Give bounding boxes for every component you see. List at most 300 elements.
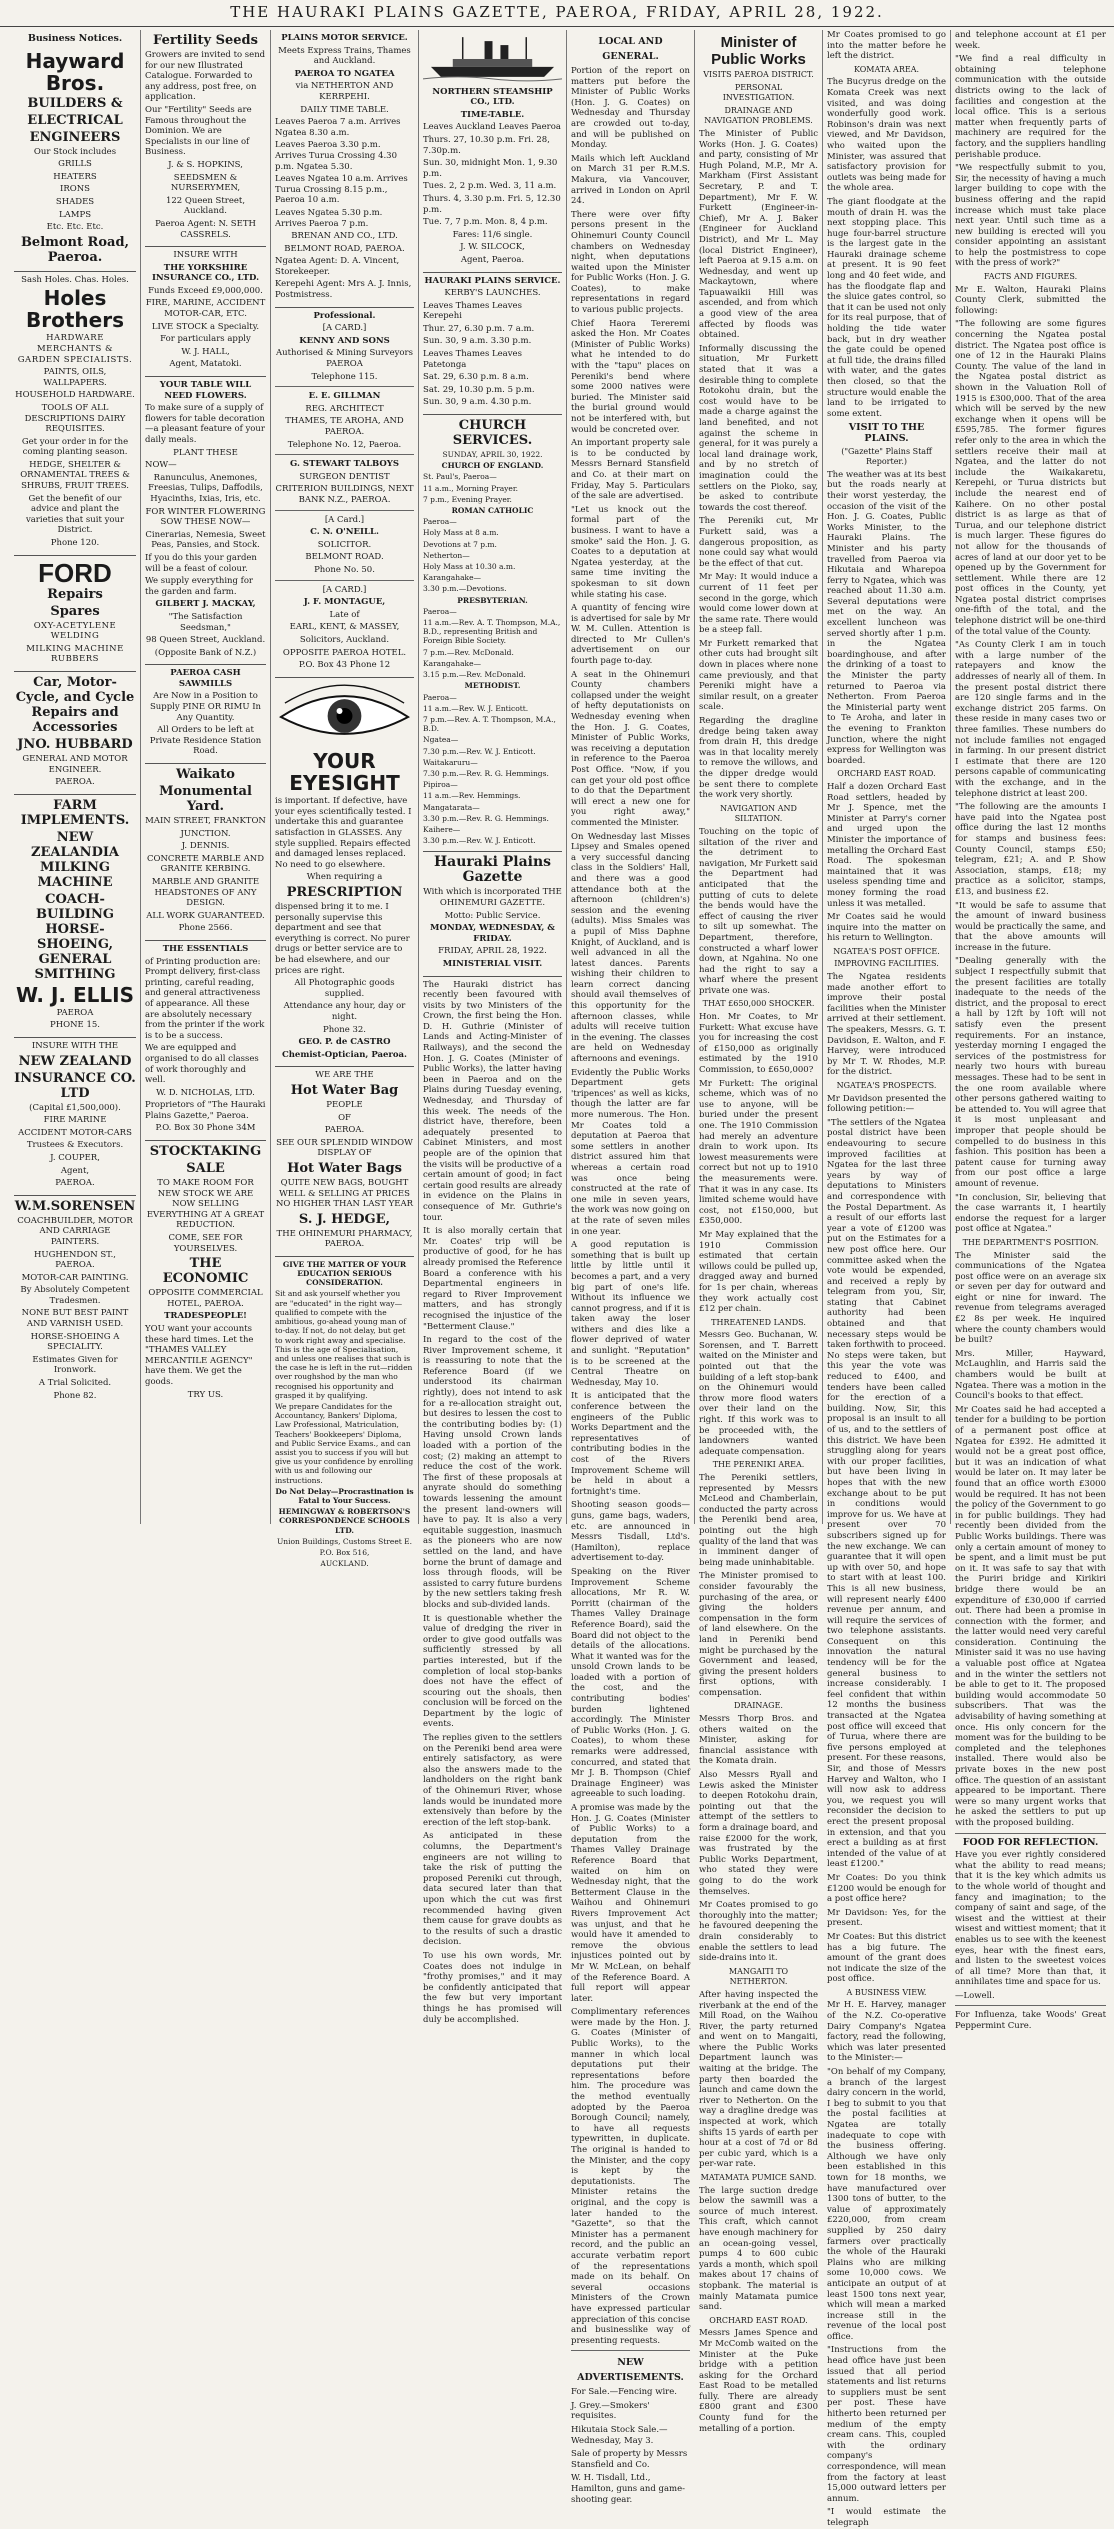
church-line: SUNDAY, APRIL 30, 1922. (442, 450, 543, 460)
church-line: 7.30 p.m.—Rev. R. G. Hemmings. (423, 768, 549, 778)
ad-title: GIVE THE MATTER OF YOUR EDUCATION SERIOUS CONSIDERATION. (282, 1259, 407, 1288)
ad-line: of Printing production are: Prompt delivery, first-class printing, careful reading, and general attractiveness of appearance. All these are absolutely necessary from the printer if the work is to be a success. (145, 956, 265, 1041)
article-para: Regarding the dragline dredge being taken away from drain H, this dredge was in that locality merely to remove the willows, and the dipper dredge would be sent there to complete the work very shortly. (699, 716, 818, 801)
news-para: Complimentary references were made by the Hon. J. G. Coates (Minister of Public Works), to the manner in which local deputations put their representations before him. The procedure was the method eventually adopted by the Paeroa Borough Council; namely, to have all requests typewritten, in duplicate. The original is handed to the Minister, and the copy is kept by the deputationists. The Minister retains the original, and the copy is later handed to the "Gazette", so that the Minister has a permanent record, and the public an accurate verbatim report of the representations made on its behalf. On several occasions Ministers of the Crown have expressed particular appreciation of this concise and businesslike way of presenting requests. (571, 2007, 690, 2346)
church-line: Paeroa— (423, 517, 457, 527)
article-headline: FOOD FOR REFLECTION. (962, 1836, 1099, 1848)
church-line: METHODIST. (464, 681, 521, 691)
ad-line: KENNY AND SONS (299, 335, 390, 346)
ad-line: Tues. 2, 2 p.m. Wed. 3, 11 a.m. (423, 181, 557, 192)
ad-line: Authorised & Mining Surveyors PAEROA (276, 348, 413, 370)
article-headline: VISIT TO THE PLAINS. (848, 422, 925, 444)
article-para: Also Messrs Ryall and Lewis asked the Minister to deepen Rotokohu drain, pointing out that the attempt of the settlers to form a drainage board, and raise £2000 for the work, was frustrated by the Public Works Department, who stated they were going to do the work themselves. (699, 1770, 818, 1897)
editorial-para: The replies given to the settlers on the Pereniki bend area were entirely satisfactory, as were also the answers made to the landholders on the right bank of the Ohinemuri River, whose lands would be inundated more extensively than before by the erection of the left stop-bank. (423, 1733, 562, 1828)
article-subhead: IMPROVING FACILITIES. (834, 959, 939, 969)
news-para: A good reputation is something that is built up little by little until it becomes a part, and a very big part of one's life. Without its influence we cannot progress, and if it is taken away the loser withers and dies like a flower deprived of water and sunlight. "Reputation" is to be screened at the Central Theatre on Wednesday, May 10. (571, 1240, 690, 1388)
ad-title: Fertility Seeds (153, 33, 258, 48)
article-subhead: NAVIGATION AND SILTATION. (720, 803, 797, 824)
ad-title: Holes Brothers (26, 286, 124, 333)
article-para: "The settlers of the Ngatea postal district have been endeavouring to secure improved facilities at Ngatea for the last three years by way of deputations to Ministers and correspondence with the Postal Department. As a result of our efforts last year a vote of £1200 was put on the Estimates for a new post office here. Our committee asked when the vote would be expended, and received a reply by telegram from you, Sir, stating that Cabinet authority had been obtained and that necessary steps would be taken forthwith to proceed. No steps were taken, but this year the vote was reduced to £400, and tenders have been called for the erection of a building. Now, Sir, this proposal is an insult to all of us, and to the settlers of this district. We have been struggling along for years with our proper facilities, but have been living in hopes that with the new exchange about to be put in conditions would improve for us. We have at present over 70 subscribers signed up for the new exchange. We can guarantee that it will open up with over 50, and hope to start with at least 100. This is all new business, will represent nearly £400 revenue per annum, and will require the services of two telephone assistants. Consequent on this innovation the natural tendency will be for the general business to increase considerably. I feel confident that within 12 months the business transacted at the Ngatea post office will exceed that of Turua, where there are five persons employed at present. For these reasons, Sir, and those of Messrs Harvey and Walton, who I will now ask to address you, we request you will reconsider the decision to erect the present proposal in extension, and that you erect a building as at first intended of the value of at least £1200." (827, 1117, 946, 1870)
ad-title: FARM IMPLEMENTS. (20, 797, 130, 828)
ad-line: GENERAL AND MOTOR ENGINEER. (22, 754, 128, 775)
ad-line: W. D. NICHOLAS, LTD. (156, 1087, 255, 1098)
ad-line: Hot Water Bags (287, 1160, 402, 1176)
ad-line: Phone 82. (53, 1390, 97, 1401)
ad-line: Sash Holes. Chas. Holes. (21, 274, 129, 285)
church-line: Devotions at 7 p.m. (423, 539, 497, 549)
ad-line: SOLICITOR. (317, 539, 372, 550)
news-para: Mails which left Auckland on March 31 per R.M.S. Makura, via Vancouver, arrived in London on April 24. (571, 153, 690, 207)
ad-line: LIVE STOCK a Specialty. (151, 321, 260, 332)
news-para: An important property sale is to be conducted by Messrs Bernard Stansfield and Co. at their mart on Friday, May 5. Particulars of the sale are advertised. (571, 438, 690, 502)
ad-title: Hot Water Bag (290, 1082, 399, 1098)
column-3 (270, 30, 418, 1569)
ad-hayward (14, 47, 136, 272)
ad-line: Thurs. 27, 10.30 p.m. Fri. 28, 7.30p.m. (423, 134, 550, 156)
ad-line: GEO. P. de CASTRO (298, 1037, 391, 1048)
article-para: The Pereniki settlers, represented by Messrs McLeod and Chamberlain, conducted the party across the Pereniki bend area, pointing out the high quality of the land that was in imminent danger of being made uninhabitable. (699, 1473, 818, 1568)
ad-title: Car, Motor-Cycle, and Cycle Repairs and Accessories (15, 675, 135, 735)
ad-line: PAEROA. (55, 1178, 95, 1189)
ad-line: FOR WINTER FLOWERING SOW THESE NOW— (145, 506, 266, 528)
article-subhead: PERSONAL INVESTIGATION. (722, 82, 795, 103)
gazette-title: Hauraki Plains Gazette (433, 854, 552, 886)
section-heading: NEW ADVERTISEMENTS. (577, 2357, 684, 2384)
ad-line: Spares (50, 603, 100, 619)
advert-item: W. H. Tisdall, Ltd., Hamilton, guns and game-shooting gear. (571, 2473, 685, 2505)
ad-line: TOOLS OF ALL DESCRIPTIONS DAIRY REQUISITES. (24, 402, 126, 435)
ad-line: J. W. SILCOCK, (460, 242, 525, 253)
ad-sorensen (14, 1196, 136, 1408)
ad-line: CRITERION BUILDINGS, NEXT BANK N.Z., PAEROA. (275, 484, 414, 505)
article-para: The weather was at its best but the roads nearly at their worst yesterday, the occasion of the visit of the Hon. J. G. Coates, Public Works Minister, to the Hauraki Plains. The Minister and his party travelled from Paeroa via Hikutaia and Wharepoa ferry to Ngatea, which was reached about 11.30 a.m. Several deputations were met on the way. An excellent luncheon was served shortly after 1 p.m. in the Ngatea boardinghouse, and after the drinking of a toast to the Minister the party returned to Paeroa via Netherton. From Paeroa the Ministerial party went to Te Aroha, and later in the evening to Frankton Junction, where the night express for Wellington was boarded. (827, 469, 946, 766)
ad-line: Monumental Yard. (159, 784, 252, 815)
ad-line: NONE BUT BEST PAINT AND VARNISH USED. (21, 1308, 129, 1330)
ad-title: STOCKTAKING (149, 1144, 262, 1160)
article-para: Mr Coates promised to go thoroughly into the matter; he favoured deepening the drain considerably to enable the settlers to lead side-drains into it. (699, 1900, 818, 1964)
article-subhead: MATAMATA PUMICE SAND. (700, 2173, 817, 2182)
editorial-heading: MINISTERIAL VISIT. (442, 958, 543, 969)
closing-advert: For Influenza, take Woods' Great Peppermint Cure. (955, 2010, 1106, 2032)
ad-line: MILKING MACHINE RUBBERS (26, 643, 124, 665)
ad-line: PEOPLE (326, 1099, 363, 1110)
news-para: There were over fifty persons present in the Ohinemuri County Council chambers on Wednesday night, when deputations waited upon the Minister for Public Works (Hon. J. G. Coates), to make representations in regard to various public projects. (571, 209, 690, 316)
ad-line: REG. ARCHITECT (305, 403, 384, 414)
ad-line: To make sure of a supply of flowers for table decoration—a pleasant feature of your daily meals. (145, 403, 265, 445)
ad-line: IRONS (60, 184, 90, 195)
news-para: Speaking on the River Improvement Scheme allocations, Mr R. W. Porritt (chairman of the Thames Valley Drainage Reference Board), said the Board did not object to the details of the allocations. What it wanted was for the unsold Crown lands to be loaded with a portion of the cost, and the contributing bodies' burden lightened accordingly. The Minister of Public Works (Hon. J. G. Coates), to whom these remarks were addressed, concurred, and stated that Mr J. B. Thompson (Chief Drainage Engineer) was agreeable to such loading. (571, 1566, 690, 1800)
ad-line: Telephone 115. (311, 371, 378, 382)
church-line: 3.30 p.m.—Rev. W. J. Enticott. (423, 836, 536, 846)
ad-nz-insurance (14, 1038, 136, 1196)
church-line: 3.30 p.m.—Devotions. (423, 584, 507, 594)
column-5 (566, 30, 694, 2505)
ad-line: E. E. GILLMAN (308, 391, 381, 402)
ad-line: We supply everything for the garden and farm. (145, 576, 253, 597)
article-subhead: DRAINAGE. (734, 1701, 783, 1711)
advert-item: J. Grey.—Smokers' requisites. (571, 2400, 650, 2422)
article-subhead: KOMATA AREA. (853, 64, 920, 74)
church-line: St. Paul's, Paeroa— (423, 472, 497, 482)
eye-illustration (275, 681, 414, 747)
church-line: 3.15 p.m.—Rev. McDonald. (423, 670, 526, 680)
article-para: "Instructions from the head office have just been issued that all period statements and list returns to suppliers must be sent per post. These have hitherto been returned per medium of the empty cream cans. This, coupled with the ordinary company's correspondence, will mean from the factory at least 15,000 outward letters per annum. (827, 2345, 946, 2504)
church-line: 11 a.m.—Rev. A. T. Thompson, M.A., B.D., representing British and Foreign Bible Society. (423, 618, 561, 646)
ad-yorkshire (145, 247, 266, 377)
ad-line: dispensed bring it to me. I personally supervise this department and see that everything is correct. No purer drugs or better service are to be had elsewhere, and our prices are right. (275, 902, 410, 976)
ad-line: Phone 2566. (178, 923, 233, 934)
article-para: "We respectfully submit to you, Sir, the necessity of having a much larger building to cope with the business offering and the rapid increase which must take place next year. Until such time as a new building is erected will you consider appointing an assistant to help the postmistress to cope with the press of work?" (955, 163, 1106, 269)
church-line: 7.30 p.m.—Rev. W. J. Enticott. (423, 746, 536, 756)
ad-line: Attendance any hour, day or night. (283, 1001, 406, 1022)
article-para: The large suction dredge below the sawmill was a source of much interest. This craft, which cannot have enough machinery for an ocean-going vessel, pumps 4 to 600 cubic yards a month, which spoil makes about 17 chains of stopbank. The material is mainly Matamata pumice sand. (699, 2185, 818, 2313)
ad-line: YOU want your accounts these hard times. Let the "THAMES VALLEY MERCANTILE AGENCY" have them. We get the goods. (145, 1324, 254, 1387)
ad-line: We are equipped and organised to do all classes of work thoroughly and well. (145, 1043, 259, 1086)
ad-line: 122 Queen Street, Auckland. (165, 195, 246, 217)
church-line: Netherton— (423, 550, 470, 560)
ad-line: Agent, Paeroa. (460, 254, 525, 265)
ad-steamship (423, 30, 562, 273)
ad-title: NEW ZEALAND (18, 1053, 132, 1069)
column-4 (418, 30, 566, 2025)
ad-line: W. J. HALL, (181, 346, 230, 357)
ad-waikato (145, 764, 266, 941)
article-para: "In conclusion, Sir, believing that the case warrants it, I heartily endorse the request for a larger post office at Ngatea." (955, 1192, 1106, 1235)
ad-title: Hayward Bros. (25, 48, 125, 95)
ad-line: EARL, KENT, & MASSEY, (289, 622, 400, 633)
ad-line: SURGEON DENTIST (299, 471, 390, 482)
ad-line: (Capital £1,500,000). (29, 1102, 121, 1113)
news-para: On Wednesday last Misses Lipsey and Smales opened a very successful dancing class in the Soldiers' Hall, and there was a good attendance both at the afternoon (children's) session and the evening (adults). Miss Smales was a pupil of Miss Daphne Knight, of Auckland, and is well advanced in all the latest dances. Parents wishing their children to learn correct dancing should avail themselves of this opportunity for the afternoon classes, while adults will receive tuition in the evening. The classes are held on Wednesday afternoons and evenings. (571, 831, 690, 1065)
ad-line: J. & S. HOPKINS, (168, 159, 243, 170)
church-line: Kaihere— (423, 824, 461, 834)
ad-line: Kerepehi Agent: Mrs A. J. Innis, Postmistress. (275, 279, 412, 301)
ad-line: INSURANCE CO. LTD (14, 1070, 136, 1101)
ad-line: Solicitors, Auckland. (299, 634, 390, 645)
ad-title: HAURAKI PLAINS SERVICE. (424, 275, 561, 286)
section-heading: Business Notices. (27, 33, 123, 44)
article-para: Mr E. Walton, Hauraki Plains County Clerk, submitted the following: (955, 284, 1106, 316)
ad-line: Funds Exceed £9,000,000. (148, 285, 263, 296)
church-line: 11 a.m.—Rev. Hemmings. (423, 791, 521, 801)
ad-line: ALL WORK GUARANTEED. (146, 910, 265, 921)
ad-line: Sat. 29, 6.30 p.m. 8 a.m. (423, 372, 529, 383)
ad-flowers (145, 377, 266, 665)
ad-title: THE ESSENTIALS (162, 943, 249, 954)
ad-line: Agent, (60, 1165, 90, 1176)
ad-line: HORSE-SHOEING A SPECIALITY. (30, 1331, 120, 1353)
article-para: "It would be safe to assume that the amount of inward business would be practically the same, and that the above amounts will increase in the future. (955, 900, 1106, 953)
ad-line: NOW— (145, 460, 177, 471)
ad-line: SHADES (55, 196, 95, 207)
ad-line: Late of (329, 609, 360, 620)
ad-ford (14, 556, 136, 672)
ad-line: WE ARE THE (315, 1070, 374, 1081)
column-1 (10, 30, 140, 1524)
ad-line: TIME-TABLE. (460, 109, 525, 120)
article-para: "On behalf of my Company, a branch of the largest dairy concern in the world, I beg to submit to you that the postal facilities at Ngatea are totally inadequate to cope with the business offering. Although we have only been established in this town for 18 months, we have manufactured over 1300 tons of butter, to the value of approximately £220,000, from cream supplied by 250 dairy farmers over practically the whole of the Hauraki Plains who are milking some 10,000 cows. We anticipate an output of at least 1500 tons next year, which will mean a marked increase still in the revenue of the local post office. (827, 2067, 946, 2342)
editorial-para: In regard to the cost of the River Improvement scheme, it is reassuring to note that the Reference Board (if we understood its chairman rightly), does not intend to ask for a re-allocation straight out, but desires to lessen the cost to the contributing bodies by: (1) Having unsold Crown lands loaded with a portion of the cost; (2) making an attempt to reduce the cost of the work. The first of these proposals at anyrate should do something towards lessening the amount the present land-owners will have to pay. It is also a very equitable suggestion, inasmuch as the pioneers who are now settled on the land, and have borne the brunt of damage and loss through floods, will be assisted to carry future burdens by the new settlers taking fresh blocks and sub-divided lands. (423, 1335, 562, 1610)
article-subhead: THREATENED LANDS. (711, 1317, 806, 1327)
ad-line: FIRE, MARINE, ACCIDENT MOTOR-CAR, ETC. (145, 298, 266, 320)
ad-line: Sun. 30, 9 a.m. 4.30 p.m. (423, 397, 532, 408)
article-para: "The following are some figures concerning the Ngatea postal district. The Ngatea post office is one of 12 in the Hauraki Plains County. The value of the land in the Ngatea postal district as shown in the Valuation Roll of 1915 is £300,000. That of the area which will be served by the new exchange when it opens will be £595,785. The former figures refer only to the area in which the settlers receive their mail at Ngatea, and the latter do not include the Waikakaretu, Kerepehi, or Turua districts but include the nearest end of Kaihere. On no other postal district is as large as that of Turua, and our telephone district is much larger. These figures do not allow for the thousands of acres of land at our door yet to be opened up by the Government for settlement. While there are 12 post offices in the County, yet Ngatea postal district comprises one-fifth of the total, and the telephone district will be one-third of the total value of the County. (955, 319, 1106, 637)
news-para: "Let us knock out the formal part of the business. I want to have a smoke" said the Hon. J. G. Coates to a deputation at Ngatea yesterday, at the same time inviting the spokesman to sit down while stating his case. (571, 504, 690, 600)
ad-line: Trustees & Executors. (26, 1140, 124, 1151)
ad-line: Are Now in a Position to Supply PINE OR RIMU In Any Quantity. (149, 691, 262, 723)
masthead: THE HAURAKI PLAINS GAZETTE, PAEROA, FRIDAY, APRIL 28, 1922. (0, 0, 1114, 27)
editorial-para: To use his own words, Mr. Coates does not indulge in "frothy promises," and it may be confidently anticipated that the few but very important things he has promised will duly be accomplished. (423, 1950, 562, 2025)
news-para: Evidently the Public Works Department gets 'tripences' as well as kicks, though the latter are far more numerous. The Hon. Mr Coates told a deputation at Paeroa that some settlers in another district assured him that whereas a certain road was once being constructed at the rate of one mile in seven years, the work was now going on at the rate of seven miles in one year. (571, 1067, 690, 1237)
ad-line: Repairs (47, 586, 103, 602)
article-subhead: ORCHARD EAST ROAD. (837, 769, 936, 779)
section-heading: CHURCH SERVICES. (452, 418, 533, 449)
ad-line: OXY-ACETYLENE WELDING (33, 620, 117, 642)
article-subhead: THAT £650,000 SHOCKER. (702, 999, 815, 1009)
editorial (423, 977, 562, 2026)
church-line: Holy Mass at 8 a.m. (423, 528, 499, 538)
ad-line: Get your order in for the coming planting season. (21, 436, 129, 458)
ad-title: Waikato (176, 767, 235, 783)
ad-line: SEE OUR SPLENDID WINDOW DISPLAY OF (276, 1137, 413, 1159)
article-subhead: VISITS PAEROA DISTRICT. (703, 70, 814, 79)
ad-line: COME, SEE FOR YOURSELVES. (168, 1233, 243, 1254)
ad-line: KERBY'S LAUNCHES. (444, 288, 541, 299)
ad-line: Ranunculus, Anemones, Freesias, Tulips, Daffodils, Hyacinths, Ixias, Iris, etc. (148, 472, 263, 504)
ad-line: Fares: 11/6 single. (452, 229, 533, 240)
ad-line: HEMINGWAY & ROBERTSON'S CORRESPONDENCE SCHOOLS LTD. (278, 1507, 411, 1535)
ad-line: JUNCTION. (180, 828, 231, 839)
article-subhead: MANGAITI TO NETHERTON. (728, 1966, 789, 1987)
ad-line: Leaves Paeroa 3.30 p.m. Arrives Turua Crossing 4.30 p.m. Ngatea 5.30. (275, 140, 398, 172)
ad-line: ENGINEERS (29, 129, 121, 145)
ad-line: Tue. 7, 7 p.m. Mon. 8, 4 p.m. (423, 217, 548, 228)
ad-line: ELECTRICAL (27, 112, 123, 128)
article-subhead: A BUSINESS VIEW. (846, 1987, 927, 1997)
ad-line: Do Not Delay—Procrastination is Fatal to Your Success. (275, 1486, 414, 1505)
church-line: Pipiroa— (423, 780, 458, 790)
ad-line: JNO. HUBBARD (17, 737, 133, 752)
ad-line: We prepare Candidates for the Accountancy, Bankers' Diploma, Law Professional, Matriculation, Teachers' Bookkeepers' Diploma, and Public Service Exams., and can assist you to success if you will but give us your confidence by enrolling with us and following our instructions. (275, 1401, 414, 1485)
ad-education (275, 1257, 414, 1575)
church-line: Karangahake— (423, 658, 482, 668)
ad-line: Chemist-Optician, Paeroa. (281, 1049, 408, 1060)
ad-title: W.M.SORENSEN (14, 1198, 136, 1214)
ad-line: Leaves Thames Leaves Patetonga (423, 349, 522, 370)
ad-line: THE OHINEMURI PHARMACY, PAEROA. (276, 1228, 413, 1250)
article-para: Mr Furkett: The original scheme, which was of no use to anyone, will be buried under the present one. The 1910 Commission had merely an adventure drain to work upon. Its lowest measurements were correct but not up to 1910 the measurements were. That it was in any case. Its limited scheme would have cost, not £150,000, but £350,000. (699, 1078, 818, 1227)
ad-line: OF (338, 1112, 351, 1123)
ad-line: GRILLS (58, 159, 92, 170)
ad-line: PLANT THESE (173, 447, 238, 458)
ad-line: Phone 32. (322, 1024, 367, 1035)
column-8 (950, 30, 1110, 2032)
article-para: Mr Davidson presented the following petition:— (827, 1093, 946, 1115)
article-para: "Dealing generally with the subject I respectfully submit that the present facilities are totally inadequate to the needs of the district, and the proposal to erect a hall by 12ft by 10ft will not satisfy even the present requirements. For an instance, yesterday morning I engaged the services of the postmistress for nearly two hours with bureau messages. These had to be sent in the one room available where other persons gathered waiting to be attended to. You will agree that it is most unpleasant and improper that people should be compelled to do business in this fashion. This position has been a patent cause for turning away from our post office a large amount of revenue. (955, 956, 1106, 1189)
ad-farm (14, 795, 136, 1038)
ad-line: 98 Queen Street, Auckland. (145, 635, 266, 646)
ad-line: When requiring a (306, 872, 383, 883)
ad-line: SALE (186, 1161, 225, 1177)
ad-title: YOUR EYESIGHT (289, 749, 400, 796)
article-subhead: ("Gazette" Plains Staff Reporter.) (841, 446, 932, 467)
editorial-para: It is questionable whether the value of dredging the river in order to give good outfalls was sufficiently stressed by all parties interested, but if the completion of local stop-banks does not have the effect of scouring out the shoals, then conclusion will be forced on the Department by the logic of events. (423, 1613, 562, 1730)
ad-line: Proprietors of "The Hauraki Plains Gazette," Paeroa. (145, 1100, 266, 1121)
ad-line: S. J. HEDGE, (298, 1211, 391, 1227)
article-para: Messrs James Spence and Mr McComb waited on the Minister at the Puke bridge with a petition asking for the Orchard East Road to be metalled fully. There are already £800 grant and £300 County fund for the metalling of a portion. (699, 2328, 818, 2434)
ad-line: C. N. O'NEILL. (310, 527, 379, 538)
gazette-line: Motto: Public Service. (444, 910, 541, 921)
ad-line: MARBLE AND GRANITE HEADSTONES OF ANY DESIGN. (151, 877, 260, 909)
column-2 (140, 30, 270, 1524)
ad-line: INSURE WITH THE (31, 1040, 119, 1051)
ad-line: THE ECONOMIC (162, 1256, 249, 1287)
ad-line: Leaves Ngatea 10 a.m. Arrives Turua Crossing 8.15 p.m., Paeroa 10 a.m. (275, 174, 408, 206)
ad-line: Thurs. 4, 3.30 p.m. Fri. 5, 12.30 p.m. (423, 193, 561, 215)
ad-line: Belmont Road, Paeroa. (20, 234, 130, 265)
ad-line: J. F. MONTAGUE, (303, 597, 386, 608)
ad-line: OPPOSITE COMMERCIAL HOTEL, PAEROA. (148, 1288, 263, 1309)
ad-line: If you do this your garden will be a feast of colour. (145, 552, 257, 574)
ad-line: PAEROA TO NGATEA (294, 68, 395, 79)
ad-title: THE YORKSHIRE INSURANCE CO., LTD. (151, 262, 260, 284)
ad-line: PAEROA. (55, 777, 95, 788)
ad-line: P.O. Box 30 Phone 34M (155, 1123, 256, 1134)
ad-line: [A Card.] (324, 514, 365, 525)
gazette-line: MONDAY, WEDNESDAY, & FRIDAY. (430, 923, 555, 944)
ad-line: Our Stock includes (33, 146, 117, 157)
article-subhead: FACTS AND FIGURES. (983, 272, 1078, 282)
church-line: Waitakaruru— (423, 757, 478, 767)
ad-line: All Orders to be left at Private Residence Station Road. (149, 725, 262, 757)
editorial-para: The Hauraki district has recently been favoured with visits by two Ministers of the Crown, the first being the Hon. D. H. Guthrie (Minister of Lands and Acting-Minister of Railways), and the second the Hon. J. G. Coates (Minister of Public Works), the latter having been in Paeroa and on the Plains during Tuesday evening, Wednesday, and Thursday of this week. The needs of the district have, therefore, been adequately presented to Cabinet Ministers, and most people are of the opinion that the visits will be productive of a certain amount of good; in fact certain good results are already in evidence on the Plains in consequence of Mr. Guthrie's tour. (423, 979, 562, 1223)
ad-line: J. DENNIS. (181, 841, 230, 852)
ad-line: ACCIDENT MOTOR-CARS (18, 1127, 132, 1138)
ad-line: [A CARD.] (322, 584, 367, 595)
ad-line: THAMES, TE AROHA, AND PAEROA. (285, 416, 404, 437)
article-para: Informally discussing the situation, Mr Furkett stated that it was a desirable thing to complete Rotokohu drain, but the cost would have to be made a charge against the land benefited, and not against the scheme in general, for it was purely a local land drainage work, and by no stretch of imagination could the settlers on the Pioko, say, be asked to contribute towards the cost thereof. (699, 343, 818, 513)
column-6 (694, 30, 822, 2434)
article-para: Mr H. E. Harvey, manager of the N.Z. Co-operative Dairy Company's Ngatea factory, read the following, which was later presented to the Minister:— (827, 2000, 946, 2064)
article-para: Mr Coates: Do you think £1200 would be enough for a post office here? (827, 1872, 946, 1905)
ad-fertility (145, 30, 266, 247)
ad-line: TO MAKE ROOM FOR NEW STOCK WE ARE NOW SELLING EVERYTHING AT A GREAT REDUCTION. (146, 1178, 265, 1231)
editorial-para: As anticipated in these columns, the Department's engineers are not willing to take the risk of putting the proposed Pereniki cut through, data secured later than that upon which the cut was first recommended having given them cause for grave doubts as to the results of such a drastic decision. (423, 1831, 562, 1948)
ad-line: A Trial Solicited. (38, 1378, 112, 1389)
church-line: Holy Mass at 10.30 a.m. (423, 562, 516, 572)
article-para: The Minister promised to consider favourably the purchasing of the area, or giving the holders compensation in the form of land elsewhere. On the land in Pereniki bend might be purchased by the Government and leased, giving the present holders first options, with compensation. (699, 1571, 818, 1698)
ad-line: NEW ZEALANDIA MILKING MACHINE (30, 829, 120, 890)
ad-line: PAEROA. (324, 1125, 365, 1136)
ad-line: COACHBUILDER, MOTOR AND CARRIAGE PAINTERS. (17, 1215, 133, 1247)
ad-hot-water (275, 1067, 414, 1257)
ad-line: All Photographic goods supplied. (294, 978, 395, 999)
editorial-para: It is also morally certain that Mr. Coates' trip will be productive of good, for he has already promised the Reference Board a conference with his Departmental engineers in regard to River Improvement matters, and has strongly recognised the injustice of the "Betterment Clause." (423, 1226, 562, 1332)
article-para: The Minister said the communications of the Ngatea post office were on an average six or seven per day for outward and eight or nine for inward. The revenue from telegrams averaged £2 8s per week. He inquired where the county chambers would be built? (955, 1250, 1106, 1346)
ad-line: Paeroa Agent: N. SETH CASSRELS. (155, 218, 256, 240)
church-line: 3.30 p.m.—Rev. R. G. Hemmings. (423, 813, 549, 823)
ad-line: OPPOSITE PAEROA HOTEL. (282, 647, 407, 658)
ad-line: BELMONT ROAD. (305, 552, 384, 563)
church-line: Ngatea— (423, 735, 459, 745)
news-para: Portion of the report on matters put before the Minister of Public Works (Hon. J. G. Coates) on Wednesday and Thursday are crowded out to-day, and will be published on Monday. (571, 66, 690, 151)
ad-line: Telephone No. 12, Paeroa. (287, 439, 402, 450)
ad-title: PLAINS MOTOR SERVICE. (281, 33, 408, 43)
ad-title: Professional. (313, 310, 376, 321)
ad-line: AUCKLAND. (320, 1559, 369, 1569)
article-subhead: DRAINAGE AND NAVIGATION PROBLEMS. (704, 105, 813, 126)
ad-line: Leaves Thames Leaves Kerepehi (423, 300, 522, 322)
article-para: Mrs. Miller, Hayward, McLaughlin, and Harris said the chambers would be built at Ngatea. There was a motion in the Council's books to that effect. (955, 1348, 1106, 1402)
news-para: A quantity of fencing wire is advertised for sale by Mr W. M. Cullen. Attention is directed to Mr Cullen's advertisement on our fourth page to-day. (571, 603, 690, 667)
church-line: Karangahake— (423, 573, 482, 583)
news-para: Shooting season goods—guns, game bags, waders, etc. are announced in Messrs Tisdall, Ltd's. (Hamilton), replace advertisement to-day. (571, 1500, 690, 1564)
advert-item: Sale of property by Messrs Stansfield and Co. (571, 2449, 688, 2470)
news-para: A seat in the Ohinemuri County chambers collapsed under the weight of hefty deputationists on Wednesday evening when the Hon. J. G. Coates, Minister of Public Works, was receiving a deputation in reference to the Paeroa Post Office. "Now, if you can get your old post office to do that the Department will erect a new one for you right away," commented the Minister. (571, 669, 690, 828)
ad-line: INSURE WITH (173, 250, 238, 261)
article-para: Mr Coates said he would inquire into the matter on his return to Wellington. (827, 912, 946, 944)
ad-line: DAILY TIME TABLE. (300, 104, 389, 115)
article-subhead: THE DEPARTMENT'S POSITION. (962, 1237, 1099, 1247)
ad-line: HEATERS (53, 171, 97, 182)
church-line: CHURCH OF ENGLAND. (441, 461, 544, 471)
ad-line: via NETHERTON AND KERRPEHI. (295, 81, 394, 102)
ad-line: HEDGE, SHELTER & ORNAMENTAL TREES & SHRUBS, FRUIT TREES. (20, 459, 130, 492)
church-line: 11 a.m., Morning Prayer. (423, 483, 518, 493)
gazette-line: With which is incorporated THE OHINEMURI GAZETTE. (423, 887, 562, 908)
ad-title: YOUR TABLE WILL NEED FLOWERS. (159, 380, 252, 401)
ad-line: W. J. ELLIS (16, 982, 134, 1007)
ad-holes (14, 272, 136, 556)
ad-line: (Opposite Bank of N.Z.) (154, 647, 257, 658)
ad-line: LAMPS (58, 209, 92, 220)
article-para: Mr Davidson: Yes, for the present. (827, 1907, 946, 1929)
ad-line: HUGHENDON ST., PAEROA. (34, 1249, 116, 1271)
ad-line: TRY US. (187, 1389, 224, 1400)
ad-line: Sun. 30, 9 a.m. 3.30 p.m. (423, 336, 532, 347)
ad-line: BUILDERS & (27, 95, 123, 111)
ad-line: Cinerarias, Nemesia, Sweet Peas, Pansies, and Stock. (145, 529, 266, 551)
article-para: Touching on the topic of siltation of the river and the detriment to navigation, Mr Furkett said the Department had anticipated that the putting of cuts to delete the bends would have the effect of causing the river to silt up somewhat. The Department, therefore, constructed a wharf lower down, at Ngahina. No one had the right to say a wharf where the present private one was. (699, 826, 818, 996)
ad-line: For particulars apply (160, 334, 251, 345)
article-para: "We find a real difficulty in obtaining telephone communication with the outside districts owing to the lack of facilities and congestion at the local office. This is a serious matter when frequently parts of machinery are required for the factory, and the suppliers handling perishable produce. (955, 54, 1106, 160)
church-line: 11 a.m.—Rev. W. J. Enticott. (423, 703, 529, 713)
ad-line: Leaves Auckland Leaves Paeroa (423, 122, 561, 133)
gazette-date: FRIDAY, APRIL 28, 1922. (438, 946, 547, 957)
article-para: "The following are the amounts I have paid into the Ngatea post office during the last 12 months for stamps and business fees: County Council, stamps £50; telegram, £21; A. and P. Show Association, stamps, £18; my practice as a solicitor, stamps, £13, and business £2. (955, 802, 1106, 897)
article-para: After having inspected the riverbank at the end of the Mill Road, on the Waihou River, the party returned and went on to Mangaiti, where the Public Works Department launch was waiting at the bridge. The party then boarded the launch and came down the river to Netherton. On the way a dragline dredge was inspected at work, which shifts 15 yards of earth per hour at a cost of 7d or 8d per cubic yard, which is a per-war rate. (699, 1989, 818, 2170)
ad-line: G. STEWART TALBOYS (290, 459, 399, 470)
ad-line: Sun. 30, midnight Mon. 1, 9.30 p.m. (423, 158, 558, 179)
ad-line: MAIN STREET, FRANKTON (145, 816, 266, 827)
article-para: The Bucyrus dredge on the Komata Creek was next visited, and was doing wonderfully good work. Robinson's drain was next viewed, and Mr Davidson, who waited upon the Minister, was assured that satisfactory provision for outlets was being made for the whole area. (827, 77, 946, 194)
ad-line: SEEDSMEN & NURSERYMEN, (170, 172, 241, 194)
news-para: A promise was made by the Hon. J. G. Coates (Minister of Public Works) to a deputation from the Thames Valley Drainage Reference Board that waited on him on Wednesday night, that the Betterment Clause in the Waihou and Ohinemuri Rivers Improvement Act was unjust, and that he would have it amended to remove the obvious injustices pointed out by Mr W. McLean, on behalf of the Reference Board. A full report will appear later. (571, 1803, 690, 2004)
ad-line: BELMONT ROAD, PAEROA. (284, 243, 405, 254)
news-para: Chief Haora Tereremi asked the Hon. Mr Coates (Minister of Public Works) what he intended to do with the "tapu" places on Pereniki's bend where some 2000 natives were buried. The Minister said the burial ground would not be interfered with, but would be concreted over. (571, 318, 690, 435)
gazette-nameplate (423, 852, 562, 976)
article-para: and telephone account at £1 per week. (955, 30, 1106, 51)
church-services (423, 415, 562, 852)
ad-line: Get the benefit of our advice and plant the varieties that suit your District. (25, 493, 125, 536)
article-subhead: NGATEA'S PROSPECTS. (836, 1081, 937, 1090)
section-heading: LOCAL AND GENERAL. (598, 36, 663, 62)
article-subhead: ORCHARD EAST ROAD. (709, 2315, 808, 2325)
ad-line: Our "Fertility" Seeds are Famous throughout the Dominion. We are Specialists in our line of Business. (145, 104, 252, 158)
ad-title: FORD (38, 557, 112, 588)
church-line: Mangatarata— (423, 802, 480, 812)
ad-professional (275, 308, 414, 678)
